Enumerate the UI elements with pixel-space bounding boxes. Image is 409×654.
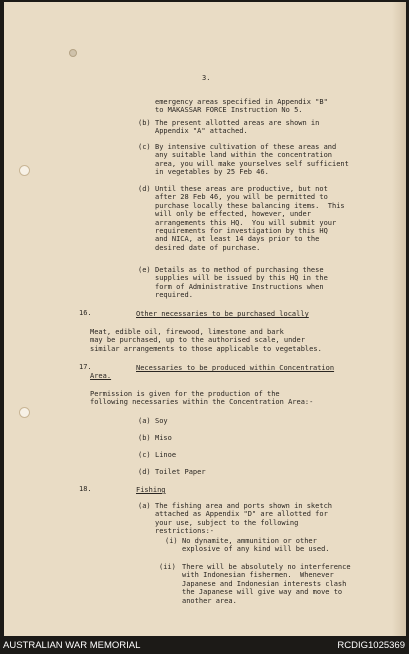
para17-item-d-text: Toilet Paper bbox=[155, 468, 206, 476]
para18-heading: Fishing bbox=[136, 486, 166, 494]
para17-item-a-text: Soy bbox=[155, 417, 168, 425]
para16-number: 16. bbox=[79, 309, 92, 317]
pin-hole-mark bbox=[69, 49, 77, 57]
para15-d-text: Until these areas are productive, but not after 28 Feb 46, you will be permitted to purchase locally these balancing items. This will only be effected, however, under arrangements this HQ. You will submit your requirements for investigation by this HQ and NICA, at least 14 days prior to the desired date of purchase. bbox=[155, 185, 345, 252]
page-number: 3. bbox=[202, 74, 211, 82]
para15-d-label: (d) bbox=[138, 185, 151, 193]
para16-body: Meat, edible oil, firewood, limestone and bark may be purchased, up to the authorised scale, under similar arrangements to those applicable to vegetables. bbox=[90, 328, 322, 353]
para15-a-tail: emergency areas specified in Appendix "B" to MAKASSAR FORCE Instruction No 5. bbox=[155, 98, 328, 115]
document-page bbox=[4, 2, 406, 636]
para16-heading: Other necessaries to be purchased locally bbox=[136, 310, 309, 318]
para17-number: 17. bbox=[79, 363, 92, 371]
para15-c-label: (c) bbox=[138, 143, 151, 151]
para17-item-b-text: Miso bbox=[155, 434, 172, 442]
para18-number: 18. bbox=[79, 485, 92, 493]
para17-body: Permission is given for the production of the following necessaries within the Concentration Area:- bbox=[90, 390, 314, 407]
punch-hole-top bbox=[19, 165, 30, 176]
footer-archive-name: AUSTRALIAN WAR MEMORIAL bbox=[3, 640, 141, 651]
para17-item-c-label: (c) bbox=[138, 451, 151, 459]
para18-a-label: (a) bbox=[138, 502, 151, 510]
para18-i-text: No dynamite, ammunition or other explosive of any kind will be used. bbox=[182, 537, 330, 554]
para15-e-label: (e) bbox=[138, 266, 151, 274]
para15-c-text: By intensive cultivation of these areas and any suitable land within the concentration area, you will make yourselves self sufficient in vegetables by 25 Feb 46. bbox=[155, 143, 349, 177]
para17-heading-line1: Necessaries to be produced within Concentration bbox=[136, 364, 335, 372]
para15-b-text: The present allotted areas are shown in Appendix "A" attached. bbox=[155, 119, 320, 136]
para15-e-text: Details as to method of purchasing these supplies will be issued by this HQ in the form of Administrative Instructions when required. bbox=[155, 266, 328, 300]
para18-ii-text: There will be absolutely no interference with Indonesian fishermen. Whenever Japanese and Indonesian interests clash the Japanese will give way and move to another area. bbox=[182, 563, 351, 605]
para18-i-label: (i) bbox=[165, 537, 178, 545]
para17-item-c-text: Linoe bbox=[155, 451, 177, 459]
para18-ii-label: (ii) bbox=[159, 563, 176, 571]
para17-item-d-label: (d) bbox=[138, 468, 151, 476]
para15-b-label: (b) bbox=[138, 119, 151, 127]
para17-heading-line2: Area. bbox=[90, 372, 112, 380]
para17-item-b-label: (b) bbox=[138, 434, 151, 442]
footer-record-id: RCDIG1025369 bbox=[337, 640, 405, 651]
punch-hole-bottom bbox=[19, 407, 30, 418]
para18-a-text: The fishing area and ports shown in sketch attached as Appendix "D" are allotted for your use, subject to the following restrictions:- bbox=[155, 502, 333, 536]
para17-item-a-label: (a) bbox=[138, 417, 151, 425]
